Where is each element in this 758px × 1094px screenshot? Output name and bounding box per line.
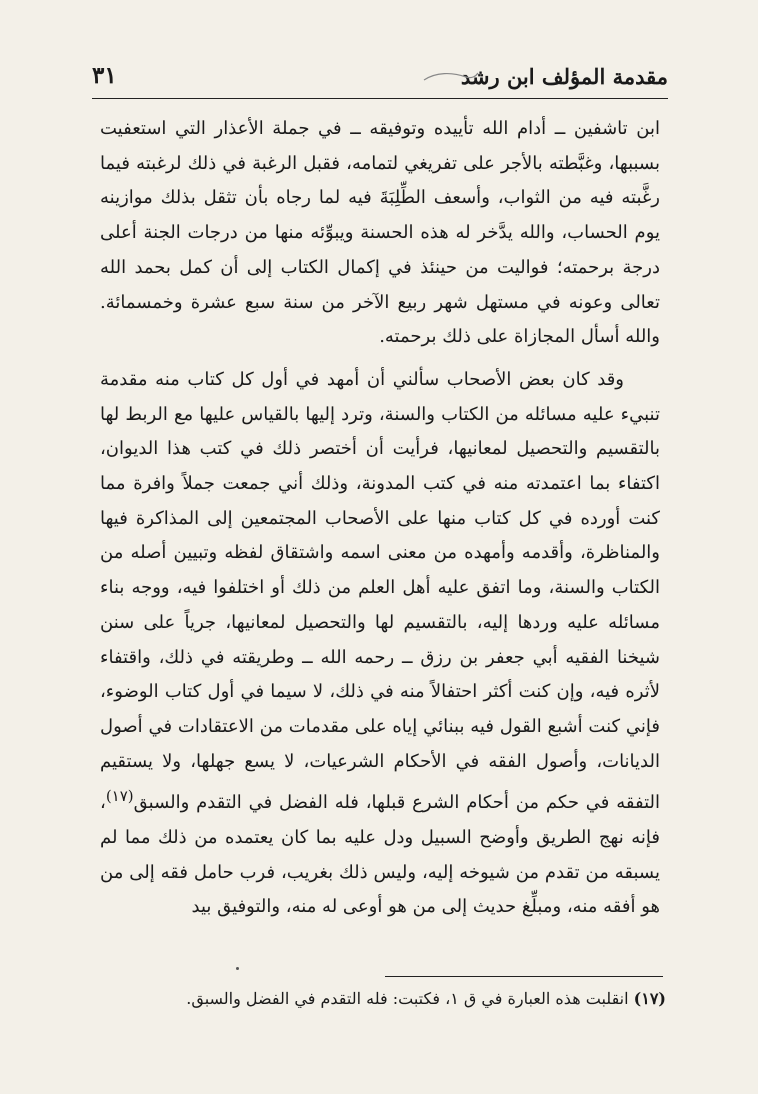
page-number: ٣١: [92, 62, 117, 89]
paragraph: [100, 363, 660, 925]
header-divider: [92, 98, 668, 99]
paragraph: ابن تاشفين ــ أدام الله تأييده وتوفيقه ــ في جملة الأعذار التي استعفيت بسببها، وغبَّطته بالأجر على تفريغي لتمامه، فقبل الرغبة في ذلك لرغبته فيما رغَّبته فيه من الثواب، وأسعف الطِّلِبَةَ فيه لما رجاه بأن تثقل بذلك موازينه يوم الحساب، والله يدَّخر له هذه الحسنة ويبوِّئه منها من درجات الجنة أعلى درجة برحمته؛ فواليت من حينئذ في إكمال الكتاب إلى أن كمل بحمد الله تعالى وعونه في مستهل شهر ربيع الآخر من سنة سبع عشرة وخمسمائة. والله أسأل المجازاة على ذلك برحمته.: [100, 118, 660, 348]
main-text: [100, 112, 660, 925]
running-title: مقدمة المؤلف ابن رشد: [460, 64, 668, 89]
footnote-text: انقلبت هذه العبارة في ق ١، فكتبت: فله التقدم في الفضل والسبق.: [186, 989, 629, 1008]
footnote: [100, 986, 666, 1012]
paragraph-text: ، فإنه نهج الطريق وأوضح السبيل ودل عليه بما كان يعتمده من ذلك مما لم يسبقه من تقدم من شيوخه إليه، وليس ذلك بغريب، فرب حامل فقه إلى من هو أفقه منه، ومبلِّغ حديث إلى من هو أوعى له منه، والتوفيق بيد: [100, 792, 660, 918]
ornament-icon: [422, 68, 482, 86]
footnote-divider: [385, 976, 663, 977]
print-speck: [236, 967, 239, 970]
paragraph-text: وقد كان بعض الأصحاب سألني أن أمهد في أول كل كتاب منه مقدمة تنبيء عليه مسائله من الكتاب والسنة، وترد إليها بالقياس عليها مع الربط لها بالتقسيم والتحصيل لمعانيها، فرأيت أن أختصر ذلك في كتب هذا الديوان، اكتفاء بما اعتمدته منه في كتب المدونة، وذلك أني جمعت جملاً وافرة مما كنت أورده في كل كتاب منها على الأصحاب المجتمعين إلى المذاكرة فيها والمناظرة، وأقدمه وأمهده من معنى اسمه واشتقاق لفظه وتبيين أصله من الكتاب والسنة، وما اتفق عليه أهل العلم من ذلك أو اختلفوا فيه، ووجه بناء مسائله عليه وردها إليه، بالتقسيم لها والتحصيل لمعانيها، جرياً على سنن شيخنا الفقيه أبي جعفر بن رزق ــ رحمه الله ــ وطريقته في ذلك، واقتفاء لأثره فيه، وإن كنت أكثر احتفالاً منه في ذلك، لا سيما في أول كتاب الوضوء، فإني كنت أشبع القول فيه ببنائي إياه على مقدمات من الاعتقادات في أصول الديانات، وأصول الفقه في الأحكام الشرعيات، لا يسع جهلها، ولا يستقيم التفقه في حكم من أحكام الشرع قبلها، فله الفضل في التقدم والسبق: [100, 368, 660, 814]
footnote-reference[interactable]: (١٧): [105, 787, 134, 806]
page-header: [92, 62, 668, 96]
footnote-marker: (١٧): [633, 989, 666, 1008]
